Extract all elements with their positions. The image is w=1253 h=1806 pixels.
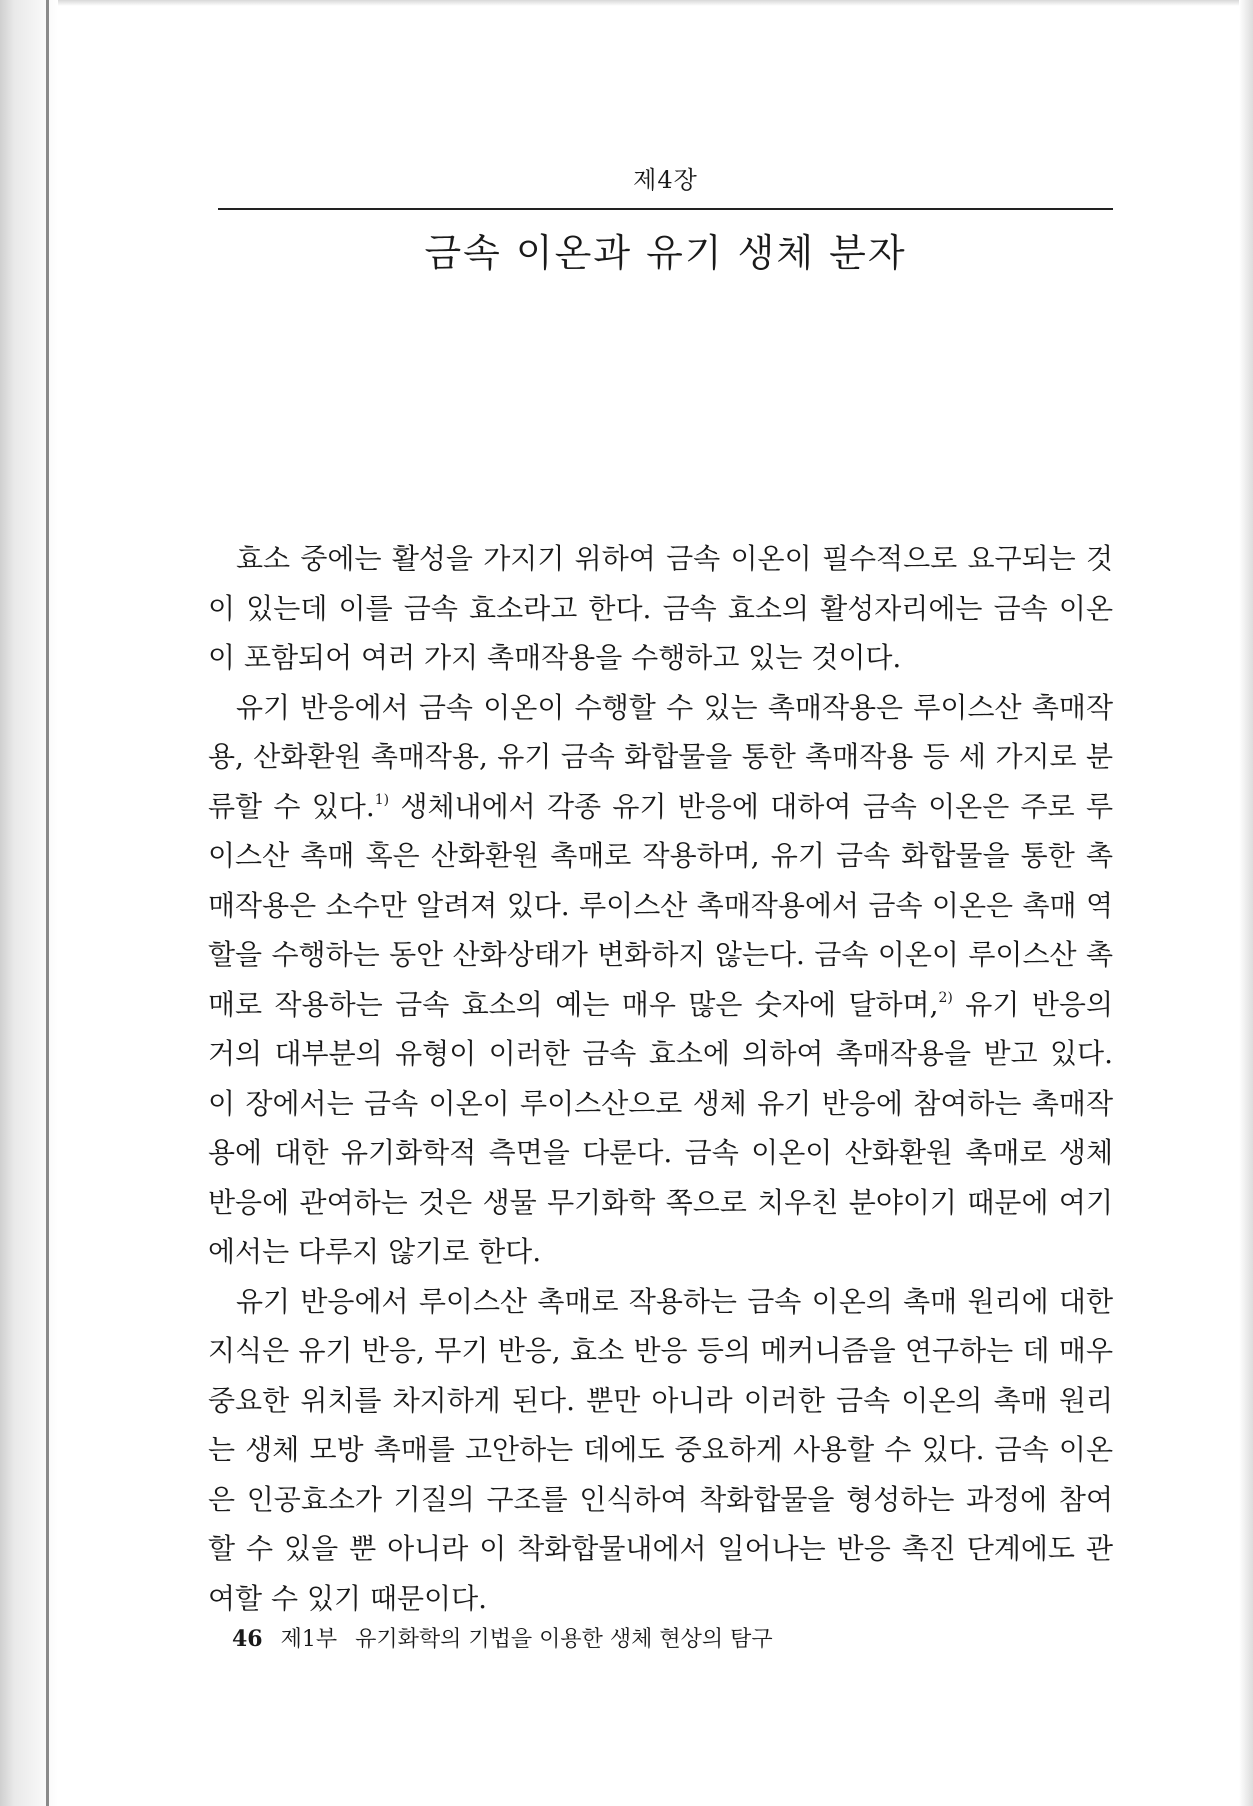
footer-part: 제1부 xyxy=(280,1627,338,1652)
paragraph-2-part-a: 유기 반응에서 금속 이온이 수행할 수 있는 촉매작용은 루이스산 촉매작용, 산화환원 촉매작용, 유기 금속 화합물을 통한 촉매작용 등 세 가지로 분류할 수 있다. xyxy=(208,690,1113,823)
chapter-title: 금속 이온과 유기 생체 분자 xyxy=(424,231,907,275)
chapter-label: 제4장 xyxy=(633,166,698,194)
footer-part-title: 유기화학의 기법을 이용한 생체 현상의 탐구 xyxy=(355,1627,773,1652)
paragraph-1: 효소 중에는 활성을 가지기 위하여 금속 이온이 필수적으로 요구되는 것이 있는데 이를 금속 효소라고 한다. 금속 효소의 활성자리에는 금속 이온이 포함되어 여러 가지 촉매작용을 수행하고 있는 것이다. xyxy=(208,542,1113,674)
paragraph-2-part-b: 생체내에서 각종 유기 반응에 대하여 금속 이온은 주로 루이스산 촉매 혹은 산화환원 촉매로 작용하며, 유기 금속 화합물을 통한 촉매작용은 소수만 알려져 있다. 루이스산 촉매작용에서 금속 이온은 촉매 역할을 수행하는 동안 산화상태가 변화하지 않는다. 금속 이온이 루이스산 촉매로 작용하는 금속 효소의 예는 매우 많은 숫자에 달하며, xyxy=(208,789,1113,1021)
chapter-rule xyxy=(218,208,1113,210)
paragraph-3: 유기 반응에서 루이스산 촉매로 작용하는 금속 이온의 촉매 원리에 대한 지식은 유기 반응, 무기 반응, 효소 반응 등의 메커니즘을 연구하는 데 매우 중요한 위치를 차지하게 된다. 뿐만 아니라 이러한 금속 이온의 촉매 원리는 생체 모방 촉매를 고안하는 데에도 중요하게 사용할 수 있다. 금속 이온은 인공효소가 기질의 구조를 인식하여 착화합물을 형성하는 과정에 참여할 수 있을 뿐 아니라 이 착화합물내에서 일어나는 반응 촉진 단계에도 관여할 수 있기 때문이다. xyxy=(208,1284,1113,1615)
page-number: 46 xyxy=(232,1626,263,1652)
page-footer xyxy=(232,1622,1112,1653)
paragraph-2-part-c: 유기 반응의 거의 대부분의 유형이 이러한 금속 효소에 의하여 촉매작용을 받고 있다. 이 장에서는 금속 이온이 루이스산으로 생체 유기 반응에 참여하는 촉매작용에 대한 유기화학적 측면을 다룬다. 금속 이온이 산화환원 촉매로 생체 반응에 관여하는 것은 생물 무기화학 쪽으로 치우친 분야이기 때문에 여기에서는 다루지 않기로 한다. xyxy=(208,987,1114,1268)
footnote-ref-1: 1) xyxy=(374,791,390,808)
footnote-ref-2: 2) xyxy=(938,989,953,1006)
body-text xyxy=(208,534,1113,1623)
paragraph-2 xyxy=(208,683,1113,1277)
